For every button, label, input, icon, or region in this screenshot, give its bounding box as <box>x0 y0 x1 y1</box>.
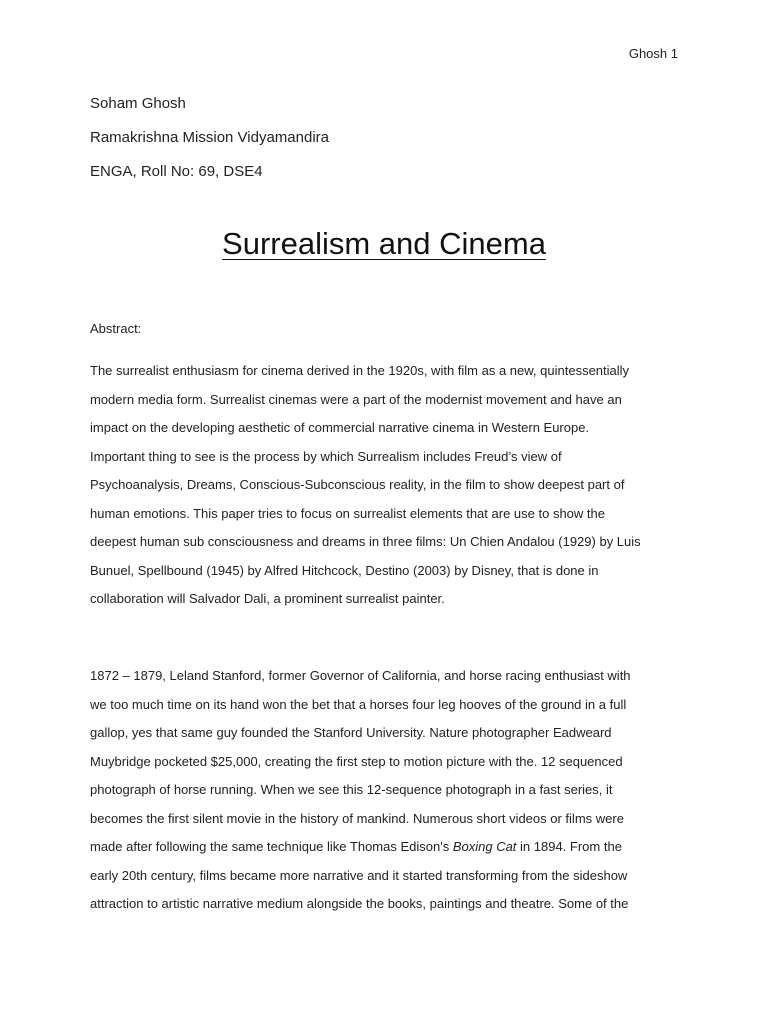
body-text: made after following the same technique like Thomas Edison's <box>90 839 453 854</box>
abstract-line: Bunuel, Spellbound (1945) by Alfred Hitchcock, Destino (2003) by Disney, that is done in <box>90 562 599 578</box>
body-line: 1872 – 1879, Leland Stanford, former Governor of California, and horse racing enthusiast with <box>90 668 631 683</box>
paper-title-text: Surrealism and Cinema <box>222 226 546 261</box>
abstract-line: human emotions. This paper tries to focus on surrealist elements that are use to show the <box>90 505 605 521</box>
body-line: we too much time on its hand won the bet that a horses four leg hooves of the ground in a full <box>90 696 627 712</box>
body-line: becomes the first silent movie in the history of mankind. Numerous short videos or films were <box>90 810 624 826</box>
film-title-italic: Boxing Cat <box>452 839 517 854</box>
abstract-line: Important thing to see is the process by which Surrealism includes Freud’s view of <box>90 448 562 464</box>
author-block <box>90 94 329 196</box>
paper-title <box>0 226 768 262</box>
abstract-paragraph <box>90 361 680 618</box>
abstract-line: collaboration will Salvador Dali, a prominent surrealist painter. <box>90 591 445 606</box>
body-line: early 20th century, films became more narrative and it started transforming from the sideshow <box>90 867 628 883</box>
body-line-with-film-title <box>90 837 680 866</box>
body-paragraph <box>90 666 680 923</box>
body-line: attraction to artistic narrative medium alongside the books, paintings and theatre. Some of the <box>90 896 629 911</box>
running-head: Ghosh 1 <box>628 46 678 61</box>
body-line: gallop, yes that same guy founded the Stanford University. Nature photographer Eadweard <box>90 725 612 740</box>
body-line: photograph of horse running. When we see this 12-sequence photograph in a fast series, it <box>90 782 613 797</box>
abstract-label: Abstract: <box>90 321 142 336</box>
abstract-line: modern media form. Surrealist cinemas were a part of the modernist movement and have an <box>90 391 622 407</box>
author-course: ENGA, Roll No: 69, DSE4 <box>90 163 263 180</box>
author-institution: Ramakrishna Mission Vidyamandira <box>90 129 329 146</box>
abstract-line: Psychoanalysis, Dreams, Conscious-Subconscious reality, in the film to show deepest part of <box>90 477 625 492</box>
body-text: in 1894. From the <box>516 839 622 854</box>
abstract-line: impact on the developing aesthetic of commercial narrative cinema in Western Europe. <box>90 420 590 435</box>
abstract-line: deepest human sub consciousness and dreams in three films: Un Chien Andalou (1929) by Luis <box>90 534 641 549</box>
author-name: Soham Ghosh <box>90 95 186 112</box>
abstract-line: The surrealist enthusiasm for cinema derived in the 1920s, with film as a new, quintessentially <box>90 363 630 378</box>
body-line: Muybridge pocketed $25,000, creating the first step to motion picture with the. 12 sequenced <box>90 753 623 769</box>
